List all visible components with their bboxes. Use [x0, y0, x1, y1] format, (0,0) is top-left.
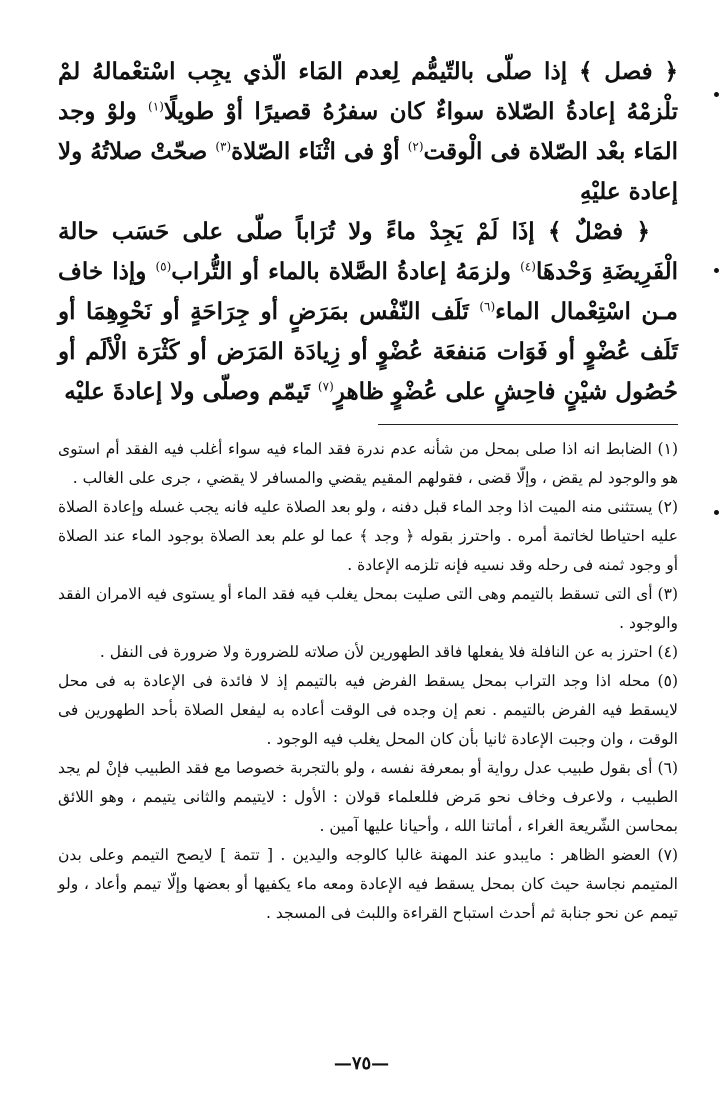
- main-p2-text-2: ولزمَهُ إعادةُ الصَّلاة بالماء أو التُّراب: [171, 258, 521, 285]
- main-p1-text-4: صحّتْ صلاتُهُ ولا إعادة عليْهِ: [58, 138, 678, 205]
- footnote-ref-6: (٦): [479, 299, 496, 314]
- footnote-ref-4: (٤): [520, 259, 536, 274]
- main-p2-text-3: وإذا خاف مـن اسْتِعْمال الماء: [58, 258, 678, 325]
- page-number: —٧٥—: [333, 1053, 390, 1074]
- footnote-5: (٥) محله اذا وجد التراب بمحل يسقط الفرض فيه بالتيمم إذ لا فائدة فى الإعادة به فى محل لايسقط فيه الفرض بالتيمم . نعم إن وجده فى الوقت أعاده به ليفعل الصلاة بأحد الطهورين فى الوقت ، وان وجبت الإعادة ثانيا بأن كان المحل يغلب فيه الوجود .: [58, 672, 678, 748]
- footnote-4: (٤) احترز به عن النافلة فلا يفعلها فاقد الطهورين لأن صلاته للضرورة ولا ضرورة فى النفل .: [99, 643, 678, 661]
- main-paragraph-2: [58, 212, 678, 412]
- main-p2-text-1: ﴿ فصْلٌ ﴾ إذَا لَمْ يَجِدْ ماءً ولا تُرَاباً صلّى على حَسَب حالة الْفَرِيضَةِ وَحْدهَا: [58, 218, 678, 285]
- footnote-separator: [378, 424, 678, 425]
- margin-mark: [714, 268, 719, 273]
- footnote-6: (٦) أى بقول طبيب عدل رواية أو بمعرفة نفسه ، ولو بالتجربة خصوصا مع فقد الطبيب فإنْ لم يجد الطبيب ، ولاعرف وخاف نحو مَرض فللعلماء قولان : الأول : لايتيمم والثانى يتيمم ، وهو اللائق بمحاسن الشّريعة الغراء ، أماتنا الله ، وأحيانا عليها آمين .: [58, 759, 678, 835]
- footnote-ref-2: (٢): [407, 139, 424, 154]
- main-p1-text-1: ﴿ فصل ﴾ إذا صلّى بالتّيمُّم لِعدم المَاء الّذي يجِب اسْتعْمالهُ لمْ تلْزمْهُ إعادةُ الصّلاة سواءٌ كان سفرُهُ قصيرًا أوْ طويلًا: [58, 58, 678, 125]
- footnotes: [58, 435, 678, 928]
- margin-mark: [714, 510, 719, 515]
- main-p2-text-4: تَلَف النّفْس بمَرَضٍ أو جِرَاحَةٍ أو نَحْوِهِمَا أو تَلَف عُضْوٍ أو فَوَات مَنفعَة عُضْوٍ أو زِيادَة المَرَض أو كَثْرَة الْألَم أو حُصُول شيْنٍ فاحِشٍ على عُضْوٍ ظاهرٍ: [58, 298, 678, 405]
- margin-mark: [714, 92, 719, 97]
- main-paragraph-1: [58, 52, 678, 212]
- footnote-ref-7: (٧): [317, 379, 334, 394]
- page-body: [58, 52, 678, 928]
- main-p1-text-3: أوْ فى اثْنَاء الصّلاة: [231, 138, 408, 165]
- footnote-1: (١) الضابط انه اذا صلى بمحل من شأنه عدم ندرة فقد الماء فيه سواء أغلب فيه الفقد أم استوى هو والوجود لم يقض ، وإلّا قضى ، فقولهم المقيم يقضي والمسافر لا يقضي ، جرى على الغالب .: [58, 440, 678, 487]
- footnote-ref-5: (٥): [155, 259, 172, 274]
- footnote-3: (٣) أى التى تسقط بالتيمم وهى التى صليت بمحل يغلب فيه فقد الماء أو يستوى فيه الامران الفقد والوجود .: [58, 585, 678, 632]
- footnote-ref-3: (٣): [215, 139, 232, 154]
- main-p2-text-5: تَيمّم وصلّى ولا إعادةَ عليْه: [64, 378, 318, 405]
- footnote-ref-1: (١): [148, 99, 164, 114]
- main-p1-text-2: ولوْ وجد المَاء بعْد الصّلاة فى الْوقت: [58, 98, 678, 165]
- footnote-2: (٢) يستثنى منه الميت اذا وجد الماء قبل دفنه ، ولو بعد الصلاة عليه فانه يجب غسله وإعادة الصلاة عليه احتياطا لخاتمة أمره . واحترز بقوله ﴿ وجد ﴾ عما لو علم بعد الصلاة بوجود الماء عند الصلاة أو وجود ثمنه فى رحله وقد نسيه فإنه تلزمه الإعادة .: [58, 498, 678, 574]
- footnote-7: (٧) العضو الظاهر : مايبدو عند المهنة غالبا كالوجه واليدين . [ تتمة ] لايصح التيمم وعلى بدن المتيمم نجاسة حيث كان بمحل يسقط فيه الإعادة ومعه ماء يكفيها أو بعضها وإلّا تيمم وأعاد ، ولو تيمم عن نحو جنابة ثم أحدث استباح القراءة واللبث فى المسجد .: [58, 846, 678, 922]
- main-text: [58, 52, 678, 412]
